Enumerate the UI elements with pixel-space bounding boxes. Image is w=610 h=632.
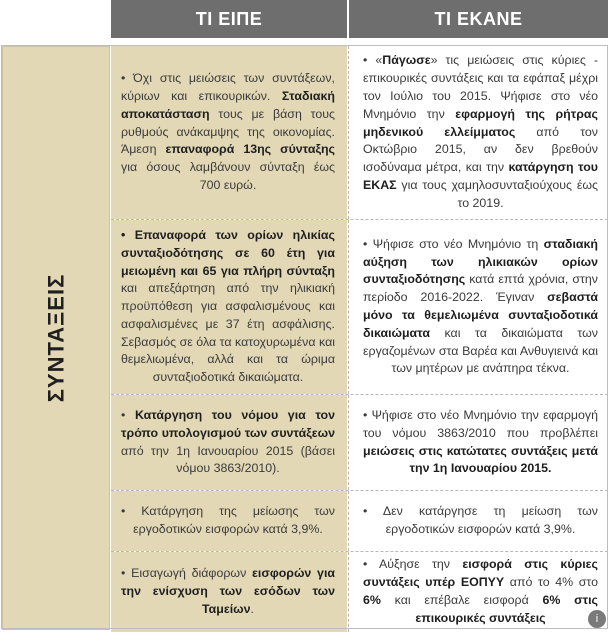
info-badge: i [588,610,606,628]
said-cell [111,552,348,632]
did-cell [348,46,608,219]
did-cell [348,491,608,551]
did-cell [348,552,608,632]
table-row [111,491,608,552]
header-what-did: ΤΙ ΕΚΑΝΕ [349,0,608,38]
table-row [111,395,608,491]
did-text: • «Πάγωσε» τις μειώσεις στις κύριες - επικουρικές συντάξεις και τα εφάπαξ μέχρι τον Ιούλιο του 2015. Ψήφισε στο νέο Μνημόνιο την εφαρμογή της ρήτρας μηδενικού ελλείμματος από τον Οκτώβριο 2015, αν δεν βρεθούν ισοδύναμα μέτρα, και την κατάργηση του ΕΚΑΣ για τους χαμηλοσυνταξιούχους έως το 2019. [363,53,599,210]
said-cell [111,220,348,394]
said-text: • Εισαγωγή διάφορων εισφορών για την ενίσχυση των εσόδων των Ταμείων. [121,566,336,616]
did-cell [348,395,608,490]
did-cell [348,220,608,394]
said-text: • Κατάργηση του νόμου για τον τρόπο υπολογισμού των συντάξεων από την 1η Ιανουαρίου 2015 (βάσει νόμου 3863/2010). [121,407,336,476]
said-cell [111,491,348,551]
did-text: • Αύξησε την εισφορά στις κύριες συντάξεις υπέρ ΕΟΠΥΥ από το 4% στο 6% και επέβαλε εισφορά 6% στις επικουρικές συντάξεις [363,557,598,625]
table-body [111,46,608,632]
table-row [111,220,608,395]
said-text: • Επαναφορά των ορίων ηλικίας συνταξιοδότησης σε 60 έτη για μειωμένη και 65 για πλήρη σύνταξη και απεξάρτηση από την ηλικιακή προϋπόθεση για ασφαλισμένους και ασφαλισμένες με 37 έτη ασφάλισης. Σεβασμός σε όλα τα κατοχυρωμένα και θεμελιωμένα, αλλά και τα ώριμα συνταξιοδοτικά δικαιώματα. [121,227,335,385]
header-what-said: ΤΙ ΕΙΠΕ [111,0,347,38]
did-text: • Δεν κατάργησε τη μείωση των εργοδοτικών εισφορών κατά 3,9%. [363,504,598,536]
did-text: • Ψήφισε στο νέο Μνημόνιο τη σταδιακή αύξηση των ηλικιακών ορίων συνταξιοδότησης κατά επτά χρόνια, στην περίοδο 2016-2022. Έγιναν σεβαστά μόνο τα θεμελιωμένα συνταξιοδοτικά δικαιώματα και τα δικαιώματα των εργαζομένων στα Βαρέα και Ανθυγιεινά και των μητέρων με ανάπηρα τέκνα. [363,236,598,376]
did-text: • Ψήφισε στο νέο Μνημόνιο την εφαρμογή του νόμου 3863/2010 που προβλέπει μειώσεις στις κατώτατες συντάξεις μετά την 1η Ιανουαρίου 2015. [363,407,598,476]
table-row [111,46,608,220]
said-cell [111,46,348,219]
section-label-column [2,46,110,630]
section-label: ΣΥΝΤΑΞΕΙΣ [43,273,69,403]
said-cell [111,395,348,490]
said-text: • Κατάργηση της μείωσης των εργοδοτικών εισφορών κατά 3,9%. [121,504,335,536]
table-row [111,552,608,632]
header-blank-cell [0,0,110,38]
said-text: • Όχι στις μειώσεις των συντάξεων, κύριων και επικουρικών. Σταδιακή αποκατάσταση τους με βάση τους ρυθμούς ανάκαμψης της οικονομίας. Άμεση επαναφορά 13ης σύνταξης για όσους λαμβάνουν σύνταξη έως 700 ευρώ. [121,71,336,192]
